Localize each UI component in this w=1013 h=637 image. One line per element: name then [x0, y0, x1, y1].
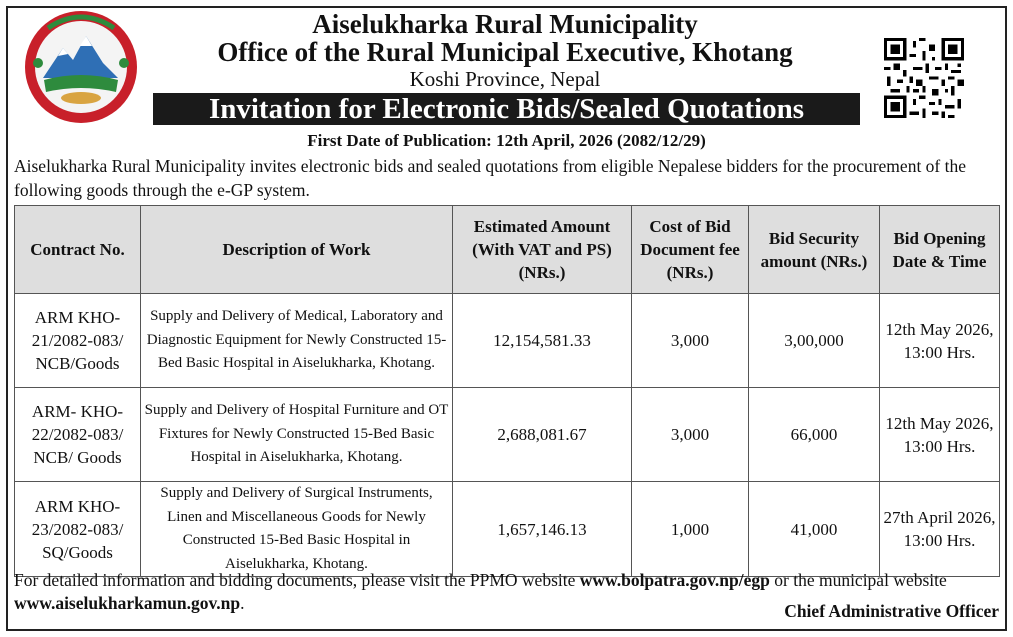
- table-row: [15, 482, 1000, 577]
- footer-text-1: For detailed information and bidding documents, please visit the PPMO website: [14, 570, 580, 590]
- cell-doc-fee: 3,000: [632, 388, 749, 482]
- cell-security: 41,000: [749, 482, 880, 577]
- footer-text-3: .: [240, 593, 245, 613]
- cell-opening: 12th May 2026, 13:00 Hrs.: [880, 294, 1000, 388]
- cell-estimated: 12,154,581.33: [453, 294, 632, 388]
- ppmo-link[interactable]: www.bolpatra.gov.np/egp: [579, 570, 770, 590]
- table-row: [15, 294, 1000, 388]
- cell-contract: ARM KHO-21/2082-083/ NCB/Goods: [15, 294, 141, 388]
- header-security: Bid Security amount (NRs.): [749, 206, 880, 294]
- office-name: Office of the Rural Municipal Executive, Khotang: [217, 37, 793, 67]
- cell-doc-fee: 1,000: [632, 482, 749, 577]
- cell-opening: 12th May 2026, 13:00 Hrs.: [880, 388, 1000, 482]
- cell-doc-fee: 3,000: [632, 294, 749, 388]
- cell-security: 66,000: [749, 388, 880, 482]
- notice-header: [150, 10, 860, 91]
- signoff: Chief Administrative Officer: [784, 601, 999, 621]
- publication-date: First Date of Publication: 12th April, 2026 (2082/12/29): [307, 131, 706, 150]
- municipality-name: Aiselukharka Rural Municipality: [312, 9, 698, 39]
- cell-estimated: 1,657,146.13: [453, 482, 632, 577]
- table-header-row: [15, 206, 1000, 294]
- bids-table: [14, 205, 1000, 577]
- notice-title-banner: Invitation for Electronic Bids/Sealed Quotations: [153, 93, 860, 125]
- header-description: Description of Work: [141, 206, 453, 294]
- nepal-emblem-icon: [18, 8, 144, 126]
- cell-description: Supply and Delivery of Hospital Furniture and OT Fixtures for Newly Constructed 15-Bed Basic Hospital in Aiselukharka, Khotang.: [141, 388, 453, 482]
- header-estimated: Estimated Amount (With VAT and PS) (NRs.): [453, 206, 632, 294]
- footer-text-2: or the municipal website: [769, 570, 947, 590]
- municipality-website-link[interactable]: www.aiselukharkamun.gov.np: [14, 593, 241, 613]
- cell-contract: ARM- KHO-22/2082-083/ NCB/ Goods: [15, 388, 141, 482]
- cell-opening: 27th April 2026, 13:00 Hrs.: [880, 482, 1000, 577]
- province-name: Koshi Province, Nepal: [409, 67, 601, 91]
- cell-contract: ARM KHO-23/2082-083/ SQ/Goods: [15, 482, 141, 577]
- header-opening: Bid Opening Date & Time: [880, 206, 1000, 294]
- qr-code-icon[interactable]: [884, 38, 964, 118]
- cell-description: Supply and Delivery of Medical, Laboratory and Diagnostic Equipment for Newly Constructed 15-Bed Basic Hospital in Aiselukharka, Khotang.: [141, 294, 453, 388]
- intro-paragraph: Aiselukharka Rural Municipality invites electronic bids and sealed quotations from eligible Nepalese bidders for the procurement of the following goods through the e-GP system.: [14, 156, 967, 200]
- cell-description: Supply and Delivery of Surgical Instruments, Linen and Miscellaneous Goods for Newly Constructed 15-Bed Basic Hospital in Aiselukharka, Khotang.: [141, 482, 453, 577]
- header-contract: Contract No.: [15, 206, 141, 294]
- table-row: [15, 388, 1000, 482]
- cell-estimated: 2,688,081.67: [453, 388, 632, 482]
- cell-security: 3,00,000: [749, 294, 880, 388]
- header-doc-fee: Cost of Bid Document fee (NRs.): [632, 206, 749, 294]
